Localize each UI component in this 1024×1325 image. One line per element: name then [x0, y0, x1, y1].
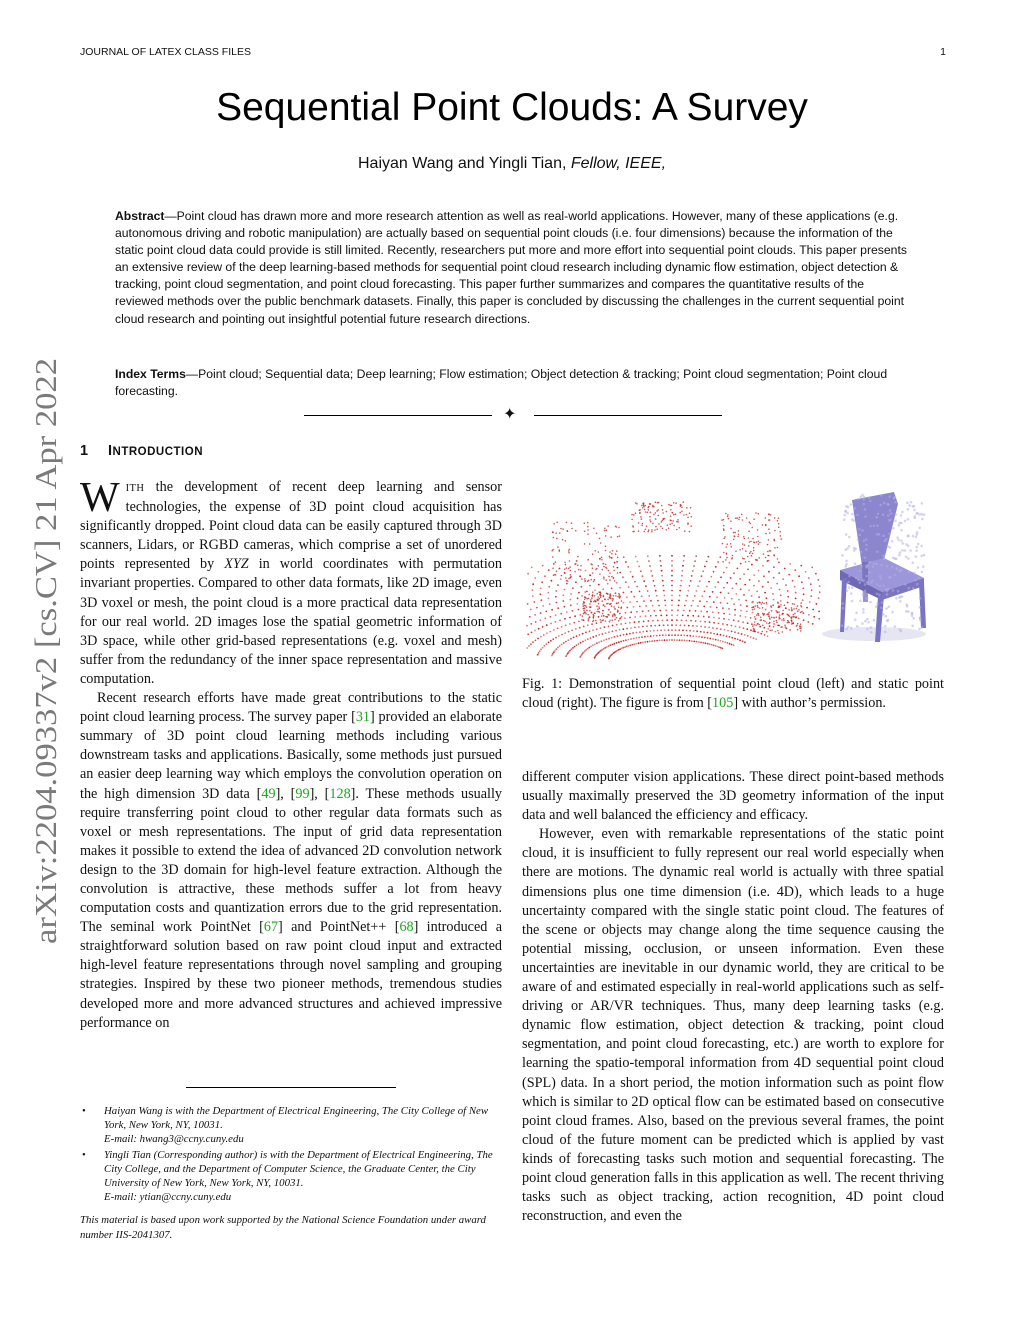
citation-link[interactable]: 49 [261, 785, 276, 802]
arxiv-stamp-graphic [25, 356, 65, 946]
p2-text-d: ], [ [309, 785, 330, 802]
intro-p1-text: the development of recent deep learning and sensor technologies, the expense of 3D point cloud acquisition has significantly dropped. Point cloud data can be easily captured through 3D scanners, Lidars, or RGBD cameras, which comprise a set of unordered points represented by [80, 479, 502, 573]
section-number: 1 [80, 443, 89, 459]
citation-link[interactable]: 105 [712, 695, 734, 712]
right-column [522, 768, 944, 1226]
divider-line-right [534, 415, 722, 416]
footnote-item [80, 1104, 502, 1147]
xyz-variable: XYZ [224, 556, 249, 573]
footnote-item [80, 1148, 502, 1205]
footnote-text: Haiyan Wang is with the Department of Electrical Engineering, The City College of New York, New York, NY, 10031. [104, 1105, 489, 1132]
author-role: Fellow, IEEE, [570, 155, 667, 172]
citation-link[interactable]: 31 [355, 709, 371, 726]
caption-text-b: ] with author’s permission. [733, 695, 886, 712]
funding-note: This material is based upon work supported by the National Science Foundation under award number IIS-2041307. [80, 1214, 486, 1241]
paper-title: Sequential Point Clouds: A Survey [216, 86, 808, 129]
footnote-text: Yingli Tian (Corresponding author) is with the Department of Electrical Engineering, The City College, and the Department of Computer Science, the Graduate Center, the City University of New York, New York, NY, 10031. [104, 1148, 493, 1190]
left-column [80, 475, 503, 1033]
footnote-email: E-mail: hwang3@ccny.cuny.edu [104, 1133, 244, 1146]
author-names: Haiyan Wang and Yingli Tian, [357, 155, 567, 172]
running-header [80, 46, 946, 58]
figure-1-caption [522, 675, 944, 713]
index-terms-text: —Point cloud; Sequential data; Deep learning; Flow estimation; Object detection & tracking; Point cloud segmentation; Point cloud forecasting. [115, 367, 888, 399]
index-terms-label: Index Terms [115, 367, 186, 381]
bullet-icon: • [82, 1148, 86, 1161]
index-terms [115, 366, 912, 400]
dropcap: W [80, 475, 120, 521]
footnote-rule [186, 1087, 396, 1088]
author-line [0, 155, 1024, 173]
right-paragraph-1: different computer vision applications. These direct point-based methods usually maximally preserved the 3D geometry information of the input data and well balanced the efficiency and efficacy. [522, 769, 944, 824]
chair-point-cloud-illustration [822, 492, 926, 642]
lidar-point-cloud-illustration [526, 501, 821, 659]
p2-text-g: ] introduced a straightforward solution based on raw point cloud input and extracted high-level feature representations through novel sampling and grouping strategies. Inspired by these two pioneer methods, tremendous studies developed more and more advanced structures and achieved impressive performance on [80, 919, 502, 1031]
intro-paragraph-1 [80, 475, 502, 689]
page-number: 1 [940, 46, 946, 58]
figure-1-graphic [522, 482, 944, 664]
right-paragraph-2: However, even with remarkable representations of the static point cloud, it is insufficient to fully represent our real world especially when there are motions. The dynamic real world is actually with three spatial dimensions plus one time dimension (i.e. 4D), which leads to a huge uncertainty compared with the single static point cloud. The features of the scene or objects may change along the time sequence causing the potential missing, occlusion, or unseen information. Even these uncertainties are inevitable in our dynamic world, they are critical to be aware of and estimated especially in real-world applications such as self-driving or AR/VR techniques. Thus, many deep learning tasks (e.g. dynamic flow estimation, object detection & tracking, point cloud segmentation, and point cloud forecasting, etc.) are worth to explore for learning the spatio-temporal information from 4D sequential point cloud (SPL) data. In a short period, the motion information such as point flow which is similar to 2D optical flow can be estimated based on consecutive point cloud frames. Also, based on the previous several frames, the point cloud of the future moment can be predicted which is applied by vast kinds of forecasting tasks such motion and sequential forecasting. The point cloud generation falls in this application as well. The recent thriving tasks such as object tracking, action recognition, 4D point cloud reconstruction, and even the [522, 826, 944, 1225]
citation-link[interactable]: 128 [329, 785, 351, 802]
figure-1 [522, 482, 944, 664]
abstract-label: Abstract [115, 209, 165, 223]
abstract [115, 208, 912, 328]
section-divider [304, 407, 722, 425]
section-heading [80, 443, 203, 459]
arxiv-stamp-text: arXiv:2204.09337v2 [cs.CV] 21 Apr 2022 [29, 427, 63, 944]
citation-link[interactable]: 67 [263, 919, 279, 936]
divider-line-left [304, 415, 492, 416]
bullet-icon: • [82, 1105, 86, 1117]
footnote-email: E-mail: ytian@ccny.cuny.edu [104, 1191, 232, 1204]
p2-text-f: ] and PointNet++ [ [278, 919, 400, 936]
p2-text-b: ] provided an elaborate summary of 3D point cloud learning methods including various downstream tasks and applications. Basically, some methods just pursued an easier deep learning way which employs the convolution operation on the high dimension 3D data [ [80, 709, 502, 802]
citation-link[interactable]: 99 [295, 785, 310, 802]
p2-text-e: ]. These methods usually require transferring point cloud to other regular data formats such as voxel or mesh representations. The input of grid data representation makes it possible to extend the idea of advanced 2D convolution network design to the 3D domain for high-level feature extraction. Although the convolution is attractive, these methods suffer a lot from heavy computation costs and quantization errors due to the grid representation. The seminal work PointNet [ [80, 785, 503, 936]
divider-star-icon: ✦ [503, 406, 517, 423]
p2-text-a: Recent research efforts have made great contributions to the static point cloud learning process. The survey paper [ [80, 690, 502, 726]
section-first-letter: I [108, 443, 113, 459]
footnotes [80, 1104, 502, 1242]
section-title-rest: NTRODUCTION [112, 446, 203, 458]
abstract-text: —Point cloud has drawn more and more research attention as well as real-world applications. However, many of these applications (e.g. autonomous driving and robotic manipulation) are actually based on sequential point clouds (i.e. four dimensions) because the information of the static point cloud data could provide is still limited. Recently, researchers put more and more effort into sequential point clouds. This paper presents an extensive review of the deep learning-based methods for sequential point cloud research including dynamic flow estimation, object detection & tracking, point cloud segmentation, and point cloud forecasting. This paper further summarizes and compares the quantitative results of the reviewed methods over the public benchmark datasets. Finally, this paper is concluded by discussing the challenges in the current sequential point cloud research and pointing out insightful potential future research directions. [115, 209, 907, 326]
arxiv-stamp [25, 356, 65, 946]
p2-text-c: ], [ [275, 785, 296, 802]
dropcap-word-rest: ITH [125, 483, 145, 494]
intro-p1-text-2: in world coordinates with permutation invariant properties. Compared to other data formats, like 2D image, even 3D voxel or mesh, the point cloud is a more practical data representation for our real world. 2D images lose the spatial geometric information of 3D space, while other grid-based representations (e.g. voxel and mesh) suffer from the redundancy of the inner space representation and massive computation. [80, 556, 502, 687]
journal-name: JOURNAL OF LATEX CLASS FILES [80, 46, 251, 58]
citation-link[interactable]: 68 [399, 919, 414, 936]
intro-paragraph-2 [80, 689, 502, 1033]
caption-text-a: Fig. 1: Demonstration of sequential point cloud (left) and static point cloud (right). The figure is from [ [522, 676, 944, 712]
